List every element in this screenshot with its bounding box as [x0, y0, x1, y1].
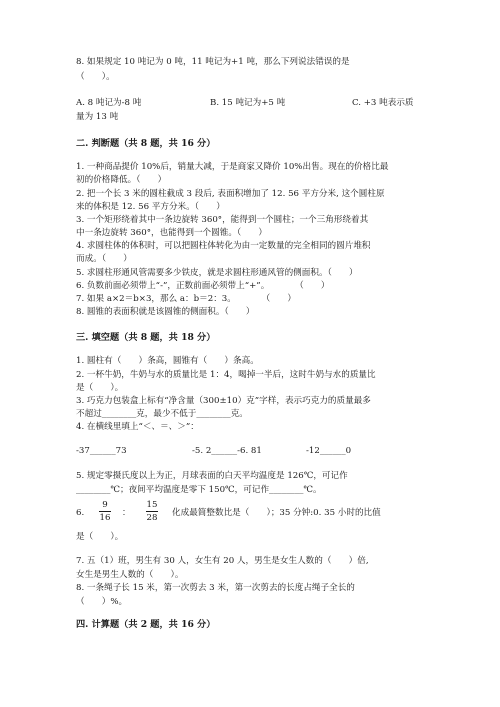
q8-option-c: C. +3 吨表示质 — [352, 98, 414, 108]
fill-q4-item-b: -5. 2______-6. 81 — [192, 446, 262, 456]
fill-q3-cont: 不超过________克，最少不低于________克。 — [76, 409, 248, 419]
fraction-15-28 — [144, 500, 160, 523]
judgement-line: 而成。（ ） — [76, 254, 132, 264]
q8-stem-line1: 8. 如果规定 10 吨记为 0 吨，11 吨记为+1 吨，那么下列说法错误的是 — [76, 57, 350, 67]
fill-q7-cont: 女生是男生人数的（ ）。 — [76, 570, 184, 580]
fraction-9-16 — [97, 500, 113, 523]
q8-stem-line2: （ ）。 — [76, 72, 115, 82]
fraction-denominator: 16 — [99, 513, 111, 523]
fraction-numerator: 15 — [146, 500, 158, 510]
judgement-line: 3. 一个矩形绕着其中一条边旋转 360°，能得到一个圆柱；一个三角形绕着其 — [76, 215, 369, 225]
judgement-line: 来的体积是 12. 56 平方分米。（ ） — [76, 202, 225, 212]
fill-q6-label: 6. — [76, 508, 85, 518]
fill-q5-cont: ________℃；夜间平均温度是零下 150℃，可记作________℃。 — [76, 485, 322, 495]
section-title-calculation: 四. 计算题（共 2 题，共 16 分） — [76, 619, 216, 630]
fill-q3: 3. 巧克力包装盒上标有“净含量（300±10）克”字样，表示巧克力的质量最多 — [76, 396, 371, 406]
fill-q2-cont: 是（ ）。 — [76, 383, 124, 393]
judgement-line: 中一条边旋转 360°，也能得到一个圆锥。（ ） — [76, 228, 268, 238]
fraction-numerator: 9 — [102, 500, 108, 510]
fill-q6-rest: 化成最简整数比是（ ）；35 分钟:0. 35 小时的比值 — [172, 508, 381, 518]
fill-q6-ratio-sign: ： — [122, 508, 131, 518]
judgement-line: 6. 负数前面必须带上“-”，正数前面必须带上“+”。 （ ） — [76, 281, 330, 291]
judgement-line: 5. 求圆柱形通风管需要多少铁皮，就是求圆柱形通风管的侧面积。（ ） — [76, 268, 358, 278]
fill-q4: 4. 在横线里填上“＜、＝、＞”： — [76, 422, 199, 432]
fraction-bar — [146, 511, 158, 512]
fill-q4-item-c: -12______0 — [306, 446, 352, 456]
fill-q8-cont: （ ）%。 — [76, 597, 128, 607]
judgement-line: 8. 圆锥的表面积就是该圆锥的侧面积。（ ） — [76, 307, 255, 317]
q8-option-b: B. 15 吨记为+5 吨 — [210, 98, 286, 108]
section-title-fill-blank: 三. 填空题（共 8 题，共 18 分） — [76, 332, 216, 343]
q8-option-a: A. 8 吨记为-8 吨 — [76, 98, 142, 108]
fill-q4-item-a: -37______73 — [76, 446, 127, 456]
fraction-denominator: 28 — [146, 513, 158, 523]
fill-q2: 2. 一杯牛奶，牛奶与水的质量比是 1：4，喝掉一半后，这时牛奶与水的质量比 — [76, 370, 376, 380]
fill-q6-cont: 是（ ）。 — [76, 532, 124, 542]
section-title-judgement: 二. 判断题（共 8 题，共 16 分） — [76, 138, 216, 149]
fraction-bar — [99, 511, 111, 512]
judgement-line: 7. 如果 a×2＝b×3，那么 a：b＝2：3。 （ ） — [76, 294, 297, 304]
fill-q1: 1. 圆柱有（ ）条高，圆锥有（ ）条高。 — [76, 356, 259, 366]
judgement-line: 2. 把一个长 3 米的圆柱截成 3 段后, 表面积增加了 12. 56 平方分米, 这个圆柱原 — [76, 189, 385, 199]
fill-q5: 5. 规定零摄氏度以上为正，月球表面的白天平均温度是 126℃，可记作 — [76, 471, 348, 481]
judgement-line: 初的价格降低。（ ） — [76, 175, 167, 185]
fill-q8: 8. 一条绳子长 15 米，第一次剪去 3 米，第一次剪去的长度占绳子全长的 — [76, 583, 355, 593]
q8-option-c-cont: 量为 13 吨 — [76, 112, 119, 122]
fill-q7: 7. 五（1）班，男生有 30 人，女生有 20 人，男生是女生人数的（ ）倍, — [76, 556, 369, 566]
judgement-line: 4. 求圆柱体的体积时，可以把圆柱体转化为由一定数量的完全相同的圆片堆积 — [76, 241, 371, 251]
judgement-line: 1. 一种商品提价 10%后，销量大减，于是商家又降价 10%出售。现在的价格比最 — [76, 162, 389, 172]
